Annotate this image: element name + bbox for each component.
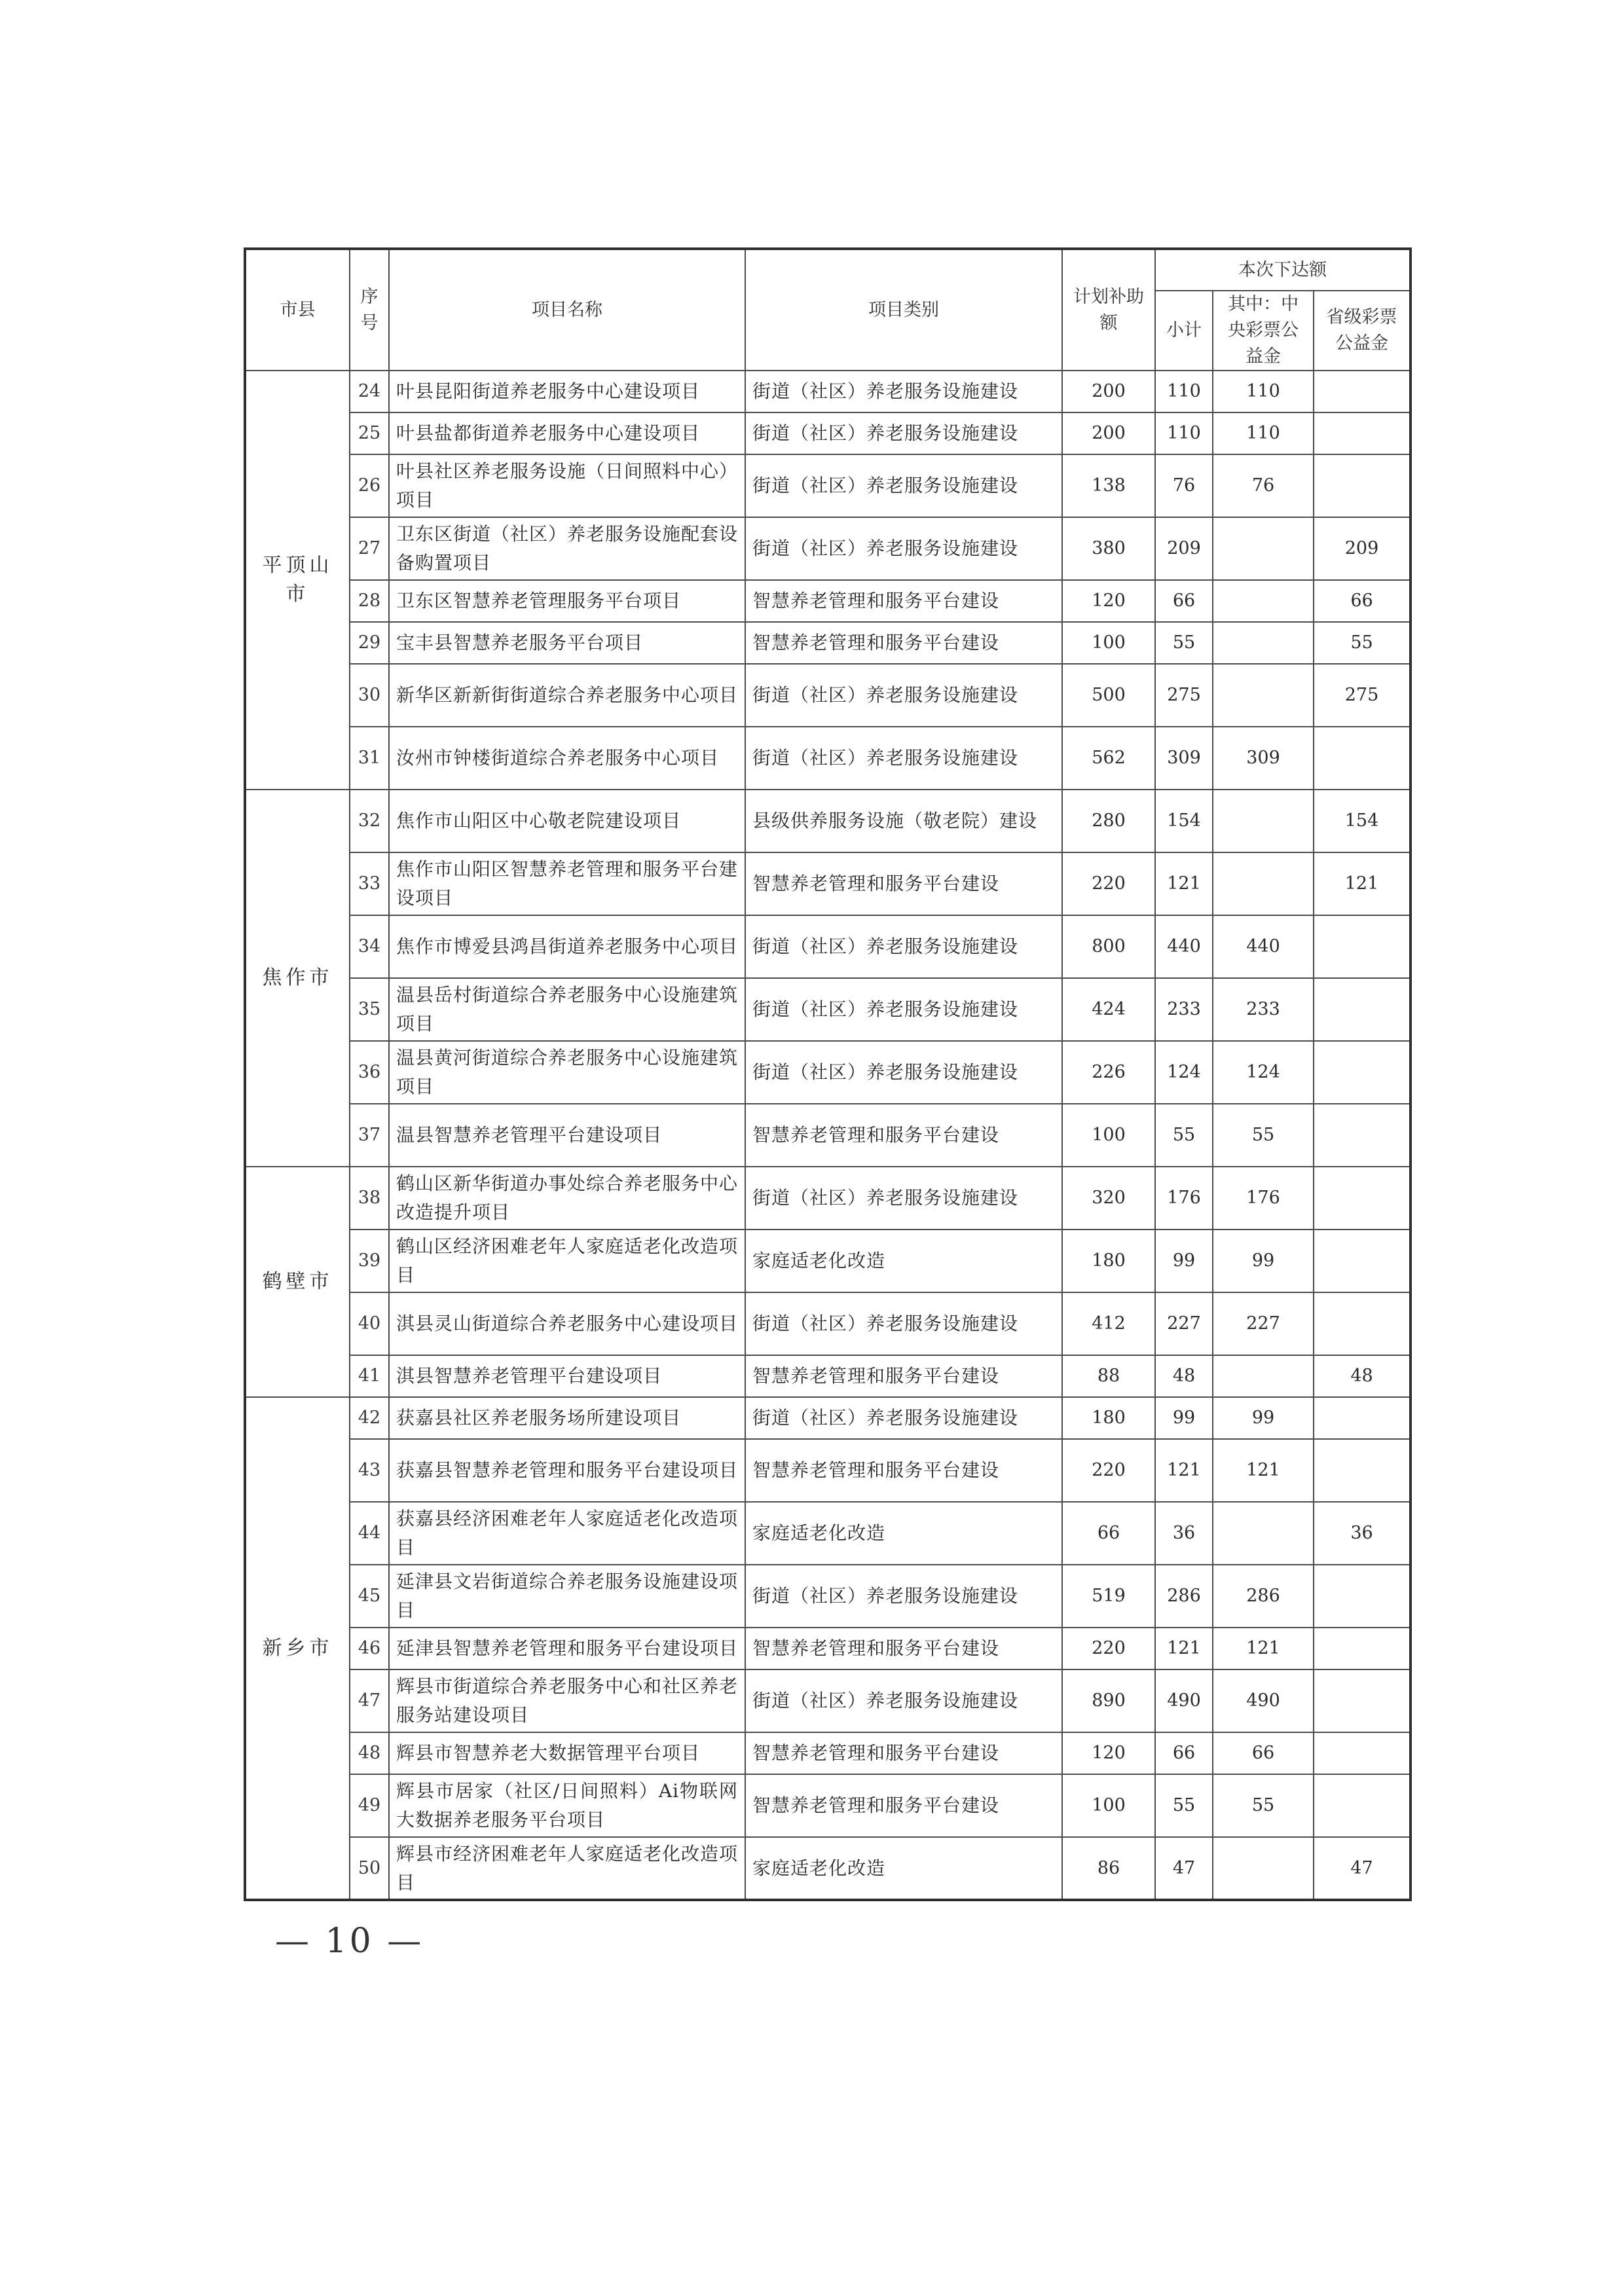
row-seq: 39 bbox=[350, 1230, 389, 1292]
row-subtotal: 99 bbox=[1155, 1397, 1213, 1439]
row-seq: 44 bbox=[350, 1502, 389, 1565]
table-row bbox=[245, 622, 1411, 664]
row-seq: 33 bbox=[350, 852, 389, 915]
row-plan-amount: 380 bbox=[1062, 517, 1155, 580]
row-category: 智慧养老管理和服务平台建设 bbox=[745, 1628, 1062, 1669]
row-seq: 24 bbox=[350, 371, 389, 412]
row-project-name: 淇县灵山街道综合养老服务中心建设项目 bbox=[389, 1292, 745, 1355]
row-provincial-lottery: 55 bbox=[1314, 622, 1411, 664]
row-category: 街道（社区）养老服务设施建设 bbox=[745, 1167, 1062, 1230]
row-plan-amount: 180 bbox=[1062, 1397, 1155, 1439]
city-cell: 焦作市 bbox=[245, 790, 350, 1167]
row-central-lottery: 490 bbox=[1213, 1669, 1314, 1732]
row-category: 智慧养老管理和服务平台建设 bbox=[745, 1355, 1062, 1397]
row-central-lottery bbox=[1213, 852, 1314, 915]
row-subtotal: 309 bbox=[1155, 727, 1213, 790]
row-provincial-lottery bbox=[1314, 1439, 1411, 1502]
row-project-name: 新华区新新街街道综合养老服务中心项目 bbox=[389, 664, 745, 727]
row-subtotal: 55 bbox=[1155, 1774, 1213, 1837]
row-plan-amount: 100 bbox=[1062, 622, 1155, 664]
row-central-lottery: 440 bbox=[1213, 915, 1314, 978]
row-project-name: 焦作市山阳区智慧养老管理和服务平台建设项目 bbox=[389, 852, 745, 915]
row-seq: 30 bbox=[350, 664, 389, 727]
row-plan-amount: 220 bbox=[1062, 852, 1155, 915]
row-plan-amount: 138 bbox=[1062, 454, 1155, 517]
row-category: 家庭适老化改造 bbox=[745, 1502, 1062, 1565]
city-cell: 新乡市 bbox=[245, 1397, 350, 1900]
row-subtotal: 99 bbox=[1155, 1230, 1213, 1292]
row-subtotal: 66 bbox=[1155, 1732, 1213, 1774]
row-category: 街道（社区）养老服务设施建设 bbox=[745, 727, 1062, 790]
row-seq: 47 bbox=[350, 1669, 389, 1732]
row-plan-amount: 66 bbox=[1062, 1502, 1155, 1565]
row-project-name: 卫东区智慧养老管理服务平台项目 bbox=[389, 580, 745, 622]
row-central-lottery: 227 bbox=[1213, 1292, 1314, 1355]
row-project-name: 辉县市智慧养老大数据管理平台项目 bbox=[389, 1732, 745, 1774]
row-seq: 46 bbox=[350, 1628, 389, 1669]
row-plan-amount: 220 bbox=[1062, 1439, 1155, 1502]
row-provincial-lottery bbox=[1314, 1041, 1411, 1104]
table-row bbox=[245, 790, 1411, 852]
row-plan-amount: 412 bbox=[1062, 1292, 1155, 1355]
row-project-name: 温县黄河街道综合养老服务中心设施建筑项目 bbox=[389, 1041, 745, 1104]
row-category: 智慧养老管理和服务平台建设 bbox=[745, 1732, 1062, 1774]
header-name: 项目名称 bbox=[389, 249, 745, 371]
row-project-name: 焦作市博爱县鸿昌街道养老服务中心项目 bbox=[389, 915, 745, 978]
row-project-name: 叶县社区养老服务设施（日间照料中心）项目 bbox=[389, 454, 745, 517]
row-category: 智慧养老管理和服务平台建设 bbox=[745, 1774, 1062, 1837]
row-subtotal: 76 bbox=[1155, 454, 1213, 517]
row-seq: 28 bbox=[350, 580, 389, 622]
row-central-lottery: 66 bbox=[1213, 1732, 1314, 1774]
table-row bbox=[245, 1230, 1411, 1292]
row-central-lottery bbox=[1213, 1502, 1314, 1565]
allocation-table bbox=[244, 247, 1412, 1901]
row-seq: 38 bbox=[350, 1167, 389, 1230]
row-project-name: 鹤山区新华街道办事处综合养老服务中心改造提升项目 bbox=[389, 1167, 745, 1230]
row-category: 街道（社区）养老服务设施建设 bbox=[745, 517, 1062, 580]
row-subtotal: 110 bbox=[1155, 412, 1213, 454]
row-provincial-lottery: 275 bbox=[1314, 664, 1411, 727]
table-row bbox=[245, 412, 1411, 454]
row-project-name: 获嘉县经济困难老年人家庭适老化改造项目 bbox=[389, 1502, 745, 1565]
row-project-name: 焦作市山阳区中心敬老院建设项目 bbox=[389, 790, 745, 852]
row-seq: 34 bbox=[350, 915, 389, 978]
row-seq: 25 bbox=[350, 412, 389, 454]
table-row bbox=[245, 1837, 1411, 1900]
row-project-name: 辉县市街道综合养老服务中心和社区养老服务站建设项目 bbox=[389, 1669, 745, 1732]
row-seq: 35 bbox=[350, 978, 389, 1041]
row-central-lottery: 309 bbox=[1213, 727, 1314, 790]
row-plan-amount: 120 bbox=[1062, 1732, 1155, 1774]
table-row bbox=[245, 1774, 1411, 1837]
table-row bbox=[245, 1041, 1411, 1104]
row-project-name: 延津县文岩街道综合养老服务设施建设项目 bbox=[389, 1565, 745, 1628]
row-category: 智慧养老管理和服务平台建设 bbox=[745, 580, 1062, 622]
row-plan-amount: 800 bbox=[1062, 915, 1155, 978]
row-plan-amount: 120 bbox=[1062, 580, 1155, 622]
row-plan-amount: 424 bbox=[1062, 978, 1155, 1041]
row-subtotal: 275 bbox=[1155, 664, 1213, 727]
table-row bbox=[245, 580, 1411, 622]
table-row bbox=[245, 1355, 1411, 1397]
table-row bbox=[245, 1104, 1411, 1167]
row-project-name: 获嘉县智慧养老管理和服务平台建设项目 bbox=[389, 1439, 745, 1502]
row-provincial-lottery: 36 bbox=[1314, 1502, 1411, 1565]
row-subtotal: 490 bbox=[1155, 1669, 1213, 1732]
table-row bbox=[245, 371, 1411, 412]
row-central-lottery: 121 bbox=[1213, 1628, 1314, 1669]
row-plan-amount: 320 bbox=[1062, 1167, 1155, 1230]
header-category: 项目类别 bbox=[745, 249, 1062, 371]
row-project-name: 辉县市经济困难老年人家庭适老化改造项目 bbox=[389, 1837, 745, 1900]
row-provincial-lottery: 48 bbox=[1314, 1355, 1411, 1397]
row-plan-amount: 88 bbox=[1062, 1355, 1155, 1397]
row-central-lottery bbox=[1213, 1355, 1314, 1397]
row-category: 街道（社区）养老服务设施建设 bbox=[745, 412, 1062, 454]
row-provincial-lottery bbox=[1314, 1732, 1411, 1774]
row-project-name: 温县岳村街道综合养老服务中心设施建筑项目 bbox=[389, 978, 745, 1041]
row-central-lottery: 110 bbox=[1213, 371, 1314, 412]
row-category: 县级供养服务设施（敬老院）建设 bbox=[745, 790, 1062, 852]
row-category: 街道（社区）养老服务设施建设 bbox=[745, 978, 1062, 1041]
table-row bbox=[245, 1397, 1411, 1439]
row-provincial-lottery bbox=[1314, 1167, 1411, 1230]
row-subtotal: 66 bbox=[1155, 580, 1213, 622]
row-project-name: 卫东区街道（社区）养老服务设施配套设备购置项目 bbox=[389, 517, 745, 580]
row-central-lottery bbox=[1213, 580, 1314, 622]
row-subtotal: 36 bbox=[1155, 1502, 1213, 1565]
row-plan-amount: 890 bbox=[1062, 1669, 1155, 1732]
row-project-name: 获嘉县社区养老服务场所建设项目 bbox=[389, 1397, 745, 1439]
row-subtotal: 121 bbox=[1155, 1628, 1213, 1669]
row-central-lottery bbox=[1213, 1837, 1314, 1900]
row-provincial-lottery bbox=[1314, 1104, 1411, 1167]
row-central-lottery: 286 bbox=[1213, 1565, 1314, 1628]
row-plan-amount: 180 bbox=[1062, 1230, 1155, 1292]
table-row bbox=[245, 1628, 1411, 1669]
header-city: 市县 bbox=[245, 249, 350, 371]
row-seq: 27 bbox=[350, 517, 389, 580]
row-project-name: 叶县盐都街道养老服务中心建设项目 bbox=[389, 412, 745, 454]
table-row bbox=[245, 1669, 1411, 1732]
row-central-lottery: 99 bbox=[1213, 1230, 1314, 1292]
row-category: 街道（社区）养老服务设施建设 bbox=[745, 1565, 1062, 1628]
row-central-lottery bbox=[1213, 664, 1314, 727]
table-row bbox=[245, 517, 1411, 580]
row-subtotal: 124 bbox=[1155, 1041, 1213, 1104]
row-provincial-lottery: 66 bbox=[1314, 580, 1411, 622]
row-provincial-lottery bbox=[1314, 454, 1411, 517]
row-seq: 32 bbox=[350, 790, 389, 852]
row-category: 街道（社区）养老服务设施建设 bbox=[745, 454, 1062, 517]
row-plan-amount: 200 bbox=[1062, 412, 1155, 454]
header-subtotal: 小计 bbox=[1155, 291, 1213, 371]
row-project-name: 鹤山区经济困难老年人家庭适老化改造项目 bbox=[389, 1230, 745, 1292]
city-cell: 平顶山市 bbox=[245, 371, 350, 790]
row-seq: 45 bbox=[350, 1565, 389, 1628]
row-central-lottery: 99 bbox=[1213, 1397, 1314, 1439]
row-central-lottery: 76 bbox=[1213, 454, 1314, 517]
row-project-name: 温县智慧养老管理平台建设项目 bbox=[389, 1104, 745, 1167]
row-provincial-lottery bbox=[1314, 371, 1411, 412]
allocation-table-sheet bbox=[244, 247, 1409, 1901]
row-subtotal: 55 bbox=[1155, 622, 1213, 664]
table-row bbox=[245, 978, 1411, 1041]
header-seq: 序号 bbox=[350, 249, 389, 371]
row-category: 街道（社区）养老服务设施建设 bbox=[745, 915, 1062, 978]
row-provincial-lottery bbox=[1314, 1230, 1411, 1292]
table-body bbox=[245, 371, 1411, 1900]
row-subtotal: 47 bbox=[1155, 1837, 1213, 1900]
header-plan: 计划补助额 bbox=[1062, 249, 1155, 371]
row-provincial-lottery bbox=[1314, 1774, 1411, 1837]
row-seq: 29 bbox=[350, 622, 389, 664]
row-subtotal: 176 bbox=[1155, 1167, 1213, 1230]
row-category: 街道（社区）养老服务设施建设 bbox=[745, 1397, 1062, 1439]
row-central-lottery: 55 bbox=[1213, 1104, 1314, 1167]
row-provincial-lottery bbox=[1314, 412, 1411, 454]
row-project-name: 叶县昆阳街道养老服务中心建设项目 bbox=[389, 371, 745, 412]
row-plan-amount: 280 bbox=[1062, 790, 1155, 852]
row-project-name: 辉县市居家（社区/日间照料）Ai物联网大数据养老服务平台项目 bbox=[389, 1774, 745, 1837]
row-category: 街道（社区）养老服务设施建设 bbox=[745, 371, 1062, 412]
row-category: 街道（社区）养老服务设施建设 bbox=[745, 1292, 1062, 1355]
row-plan-amount: 500 bbox=[1062, 664, 1155, 727]
row-seq: 40 bbox=[350, 1292, 389, 1355]
row-seq: 31 bbox=[350, 727, 389, 790]
row-seq: 48 bbox=[350, 1732, 389, 1774]
row-project-name: 宝丰县智慧养老服务平台项目 bbox=[389, 622, 745, 664]
row-category: 街道（社区）养老服务设施建设 bbox=[745, 1041, 1062, 1104]
row-provincial-lottery: 47 bbox=[1314, 1837, 1411, 1900]
row-seq: 50 bbox=[350, 1837, 389, 1900]
row-plan-amount: 562 bbox=[1062, 727, 1155, 790]
row-seq: 49 bbox=[350, 1774, 389, 1837]
table-row bbox=[245, 1502, 1411, 1565]
row-category: 家庭适老化改造 bbox=[745, 1230, 1062, 1292]
row-provincial-lottery: 121 bbox=[1314, 852, 1411, 915]
row-provincial-lottery bbox=[1314, 1565, 1411, 1628]
table-row bbox=[245, 1167, 1411, 1230]
row-project-name: 汝州市钟楼街道综合养老服务中心项目 bbox=[389, 727, 745, 790]
table-row bbox=[245, 454, 1411, 517]
row-central-lottery: 233 bbox=[1213, 978, 1314, 1041]
row-category: 智慧养老管理和服务平台建设 bbox=[745, 1439, 1062, 1502]
row-plan-amount: 86 bbox=[1062, 1837, 1155, 1900]
table-row bbox=[245, 1732, 1411, 1774]
row-category: 智慧养老管理和服务平台建设 bbox=[745, 852, 1062, 915]
row-provincial-lottery bbox=[1314, 1628, 1411, 1669]
row-category: 街道（社区）养老服务设施建设 bbox=[745, 1669, 1062, 1732]
row-category: 家庭适老化改造 bbox=[745, 1837, 1062, 1900]
row-central-lottery bbox=[1213, 790, 1314, 852]
row-subtotal: 154 bbox=[1155, 790, 1213, 852]
table-row bbox=[245, 664, 1411, 727]
table-row bbox=[245, 727, 1411, 790]
row-provincial-lottery bbox=[1314, 1669, 1411, 1732]
row-category: 街道（社区）养老服务设施建设 bbox=[745, 664, 1062, 727]
row-plan-amount: 220 bbox=[1062, 1628, 1155, 1669]
row-category: 智慧养老管理和服务平台建设 bbox=[745, 1104, 1062, 1167]
row-subtotal: 121 bbox=[1155, 1439, 1213, 1502]
row-category: 智慧养老管理和服务平台建设 bbox=[745, 622, 1062, 664]
row-subtotal: 227 bbox=[1155, 1292, 1213, 1355]
row-central-lottery bbox=[1213, 517, 1314, 580]
row-subtotal: 121 bbox=[1155, 852, 1213, 915]
row-seq: 43 bbox=[350, 1439, 389, 1502]
row-subtotal: 110 bbox=[1155, 371, 1213, 412]
row-provincial-lottery bbox=[1314, 1397, 1411, 1439]
row-provincial-lottery bbox=[1314, 727, 1411, 790]
row-provincial-lottery bbox=[1314, 978, 1411, 1041]
row-provincial-lottery: 154 bbox=[1314, 790, 1411, 852]
row-seq: 42 bbox=[350, 1397, 389, 1439]
table-row bbox=[245, 1292, 1411, 1355]
header-provincial: 省级彩票公益金 bbox=[1314, 291, 1411, 371]
table-row bbox=[245, 915, 1411, 978]
row-provincial-lottery bbox=[1314, 915, 1411, 978]
row-subtotal: 209 bbox=[1155, 517, 1213, 580]
row-seq: 41 bbox=[350, 1355, 389, 1397]
table-row bbox=[245, 1565, 1411, 1628]
row-central-lottery: 110 bbox=[1213, 412, 1314, 454]
row-subtotal: 48 bbox=[1155, 1355, 1213, 1397]
table-row bbox=[245, 1439, 1411, 1502]
row-central-lottery bbox=[1213, 622, 1314, 664]
row-subtotal: 233 bbox=[1155, 978, 1213, 1041]
row-seq: 26 bbox=[350, 454, 389, 517]
row-central-lottery: 121 bbox=[1213, 1439, 1314, 1502]
row-subtotal: 55 bbox=[1155, 1104, 1213, 1167]
city-cell: 鹤壁市 bbox=[245, 1167, 350, 1397]
row-central-lottery: 55 bbox=[1213, 1774, 1314, 1837]
row-project-name: 延津县智慧养老管理和服务平台建设项目 bbox=[389, 1628, 745, 1669]
header-central: 其中：中央彩票公益金 bbox=[1213, 291, 1314, 371]
row-central-lottery: 124 bbox=[1213, 1041, 1314, 1104]
row-plan-amount: 100 bbox=[1062, 1774, 1155, 1837]
header-allocation: 本次下达额 bbox=[1155, 249, 1411, 291]
row-provincial-lottery: 209 bbox=[1314, 517, 1411, 580]
row-subtotal: 440 bbox=[1155, 915, 1213, 978]
row-provincial-lottery bbox=[1314, 1292, 1411, 1355]
row-seq: 36 bbox=[350, 1041, 389, 1104]
row-project-name: 淇县智慧养老管理平台建设项目 bbox=[389, 1355, 745, 1397]
row-plan-amount: 100 bbox=[1062, 1104, 1155, 1167]
row-plan-amount: 200 bbox=[1062, 371, 1155, 412]
row-subtotal: 286 bbox=[1155, 1565, 1213, 1628]
page-number: — 10 — bbox=[275, 1922, 424, 1961]
row-central-lottery: 176 bbox=[1213, 1167, 1314, 1230]
row-seq: 37 bbox=[350, 1104, 389, 1167]
table-row bbox=[245, 852, 1411, 915]
row-plan-amount: 519 bbox=[1062, 1565, 1155, 1628]
row-plan-amount: 226 bbox=[1062, 1041, 1155, 1104]
